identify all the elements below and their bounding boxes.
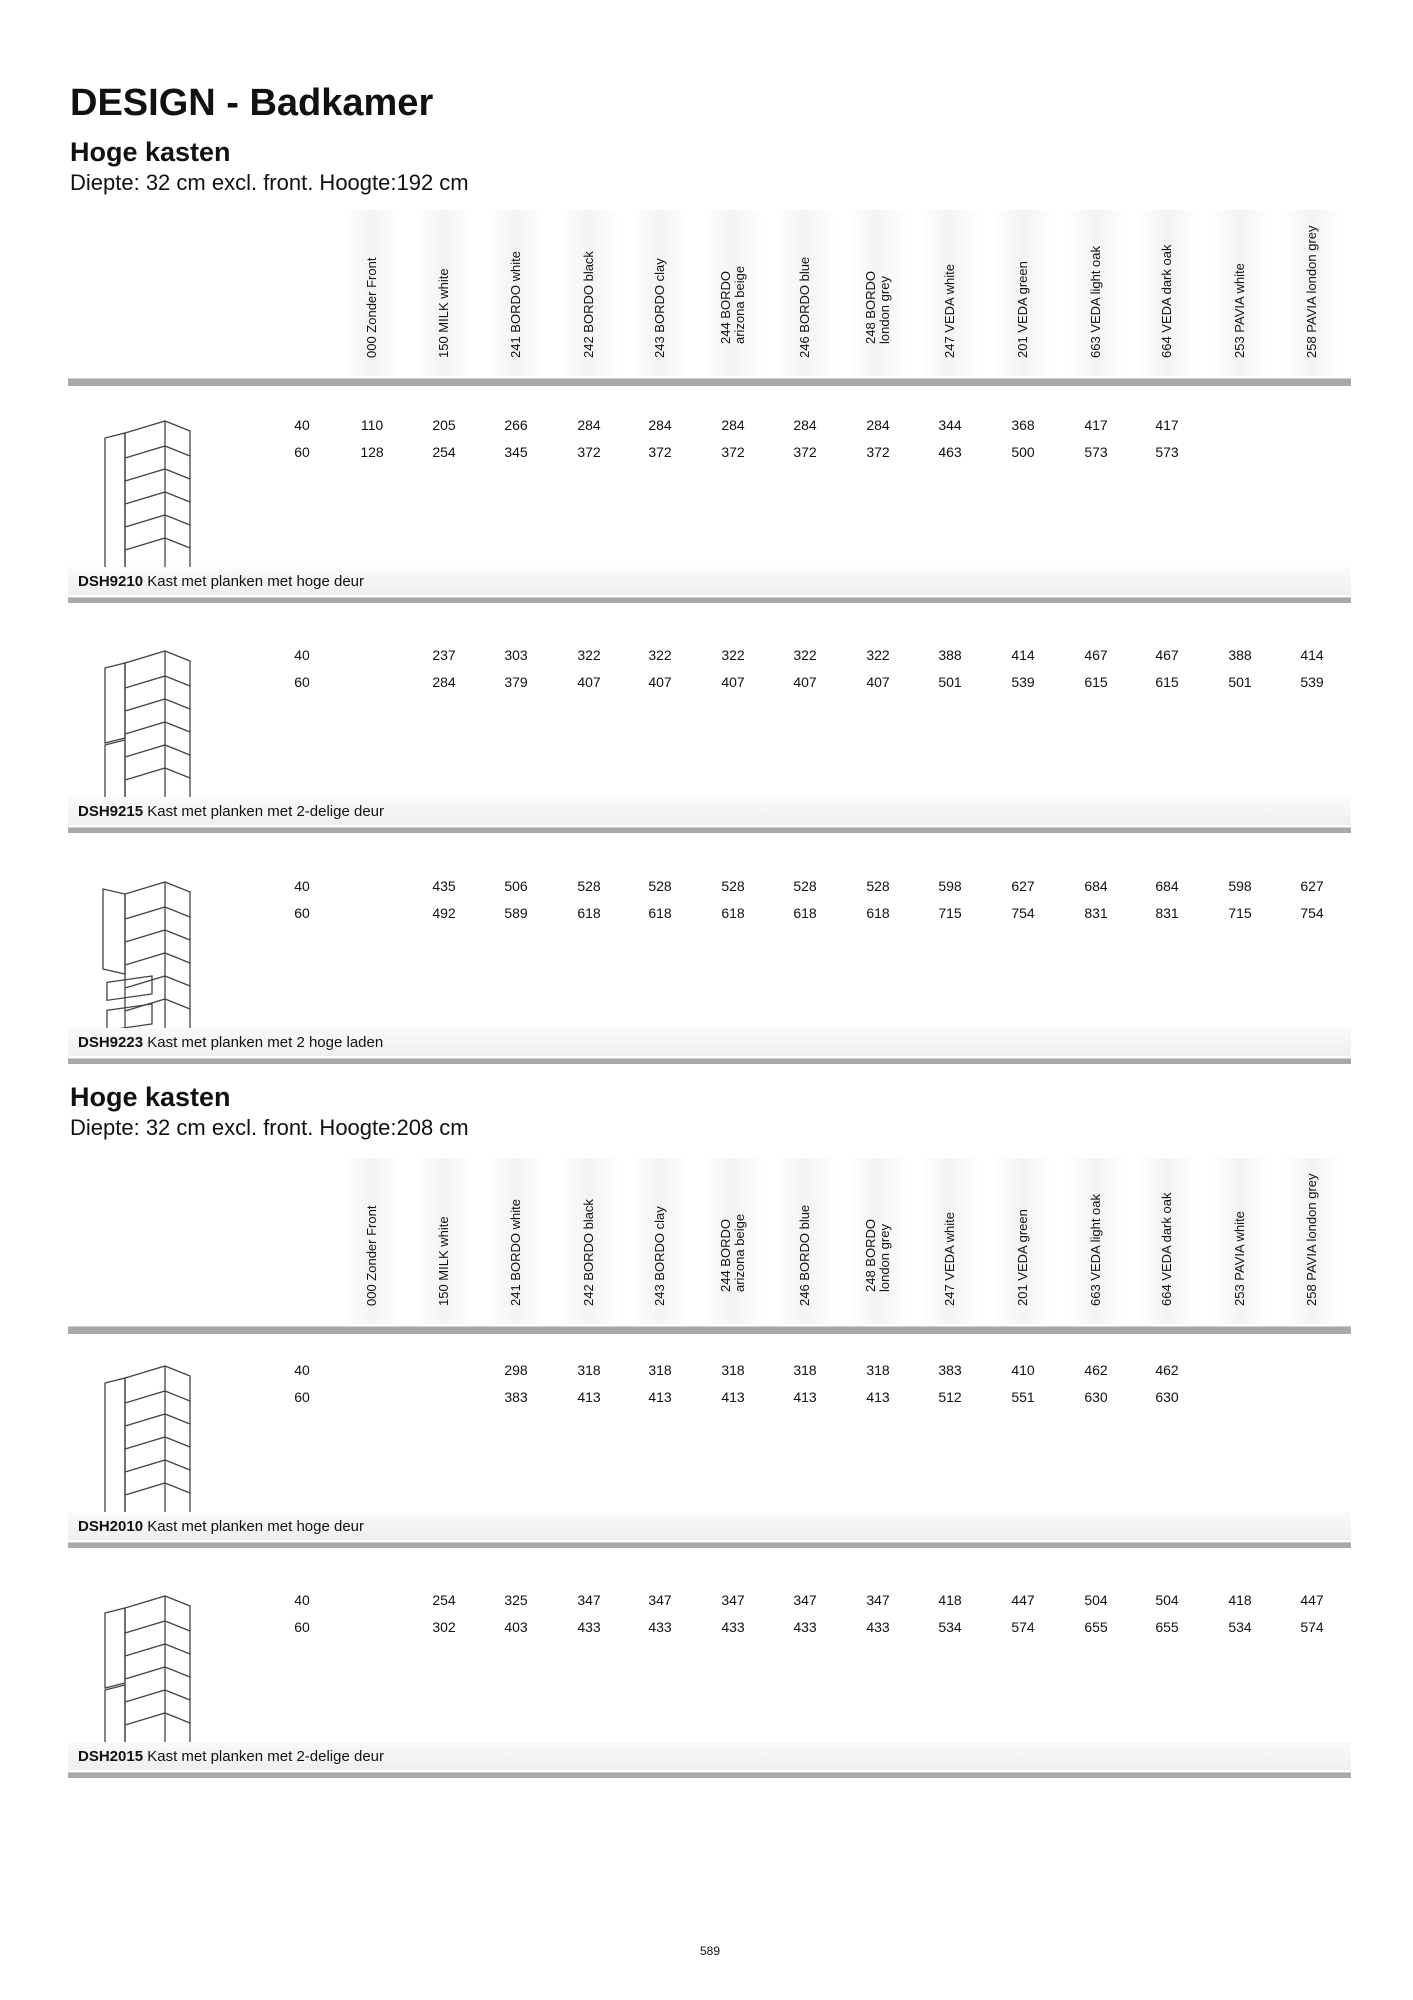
column-header bbox=[1282, 210, 1342, 376]
price-cell: 598 bbox=[938, 878, 962, 894]
column-header bbox=[920, 210, 980, 376]
column-header bbox=[630, 210, 690, 376]
price-cell: 284 bbox=[432, 674, 456, 690]
column-header-label: 000 Zonder Front bbox=[364, 1205, 379, 1306]
price-cell: 372 bbox=[721, 444, 745, 460]
price-cell: 347 bbox=[577, 1592, 601, 1608]
size-label: 40 bbox=[294, 1362, 310, 1378]
price-cell: 325 bbox=[504, 1592, 528, 1608]
column-header bbox=[993, 1158, 1053, 1324]
price-cell: 347 bbox=[866, 1592, 890, 1608]
price-cell: 298 bbox=[504, 1362, 528, 1378]
price-cell: 715 bbox=[938, 905, 962, 921]
column-header-label: 244 BORDO arizona beige bbox=[718, 1213, 747, 1292]
price-cell: 504 bbox=[1084, 1592, 1108, 1608]
price-cell: 413 bbox=[577, 1389, 601, 1405]
section-title: Hoge kasten bbox=[70, 1082, 231, 1112]
column-header-label: 241 BORDO white bbox=[508, 1199, 523, 1306]
price-cell: 347 bbox=[721, 1592, 745, 1608]
price-cell: 266 bbox=[504, 417, 528, 433]
product-code: DSH9223 bbox=[78, 1034, 144, 1051]
product-code: DSH2015 bbox=[78, 1748, 144, 1765]
price-cell: 407 bbox=[721, 674, 745, 690]
price-cell: 347 bbox=[793, 1592, 817, 1608]
price-cell: 110 bbox=[360, 417, 384, 433]
size-label: 60 bbox=[294, 1389, 310, 1405]
price-cell: 284 bbox=[721, 417, 745, 433]
price-cell: 302 bbox=[432, 1619, 456, 1635]
size-label: 60 bbox=[294, 1619, 310, 1635]
price-cell: 598 bbox=[1228, 878, 1252, 894]
product-divider bbox=[68, 597, 1351, 603]
price-cell: 413 bbox=[721, 1389, 745, 1405]
price-cell: 417 bbox=[1155, 417, 1179, 433]
column-header-label: 246 BORDO blue bbox=[797, 1204, 812, 1306]
price-cell: 528 bbox=[577, 878, 601, 894]
column-header bbox=[993, 210, 1053, 376]
price-cell: 627 bbox=[1300, 878, 1324, 894]
price-cell: 506 bbox=[504, 878, 528, 894]
price-cell: 534 bbox=[1228, 1619, 1252, 1635]
column-header-label: 664 VEDA dark oak bbox=[1159, 244, 1174, 358]
price-cell: 504 bbox=[1155, 1592, 1179, 1608]
price-cell: 407 bbox=[866, 674, 890, 690]
price-cell: 615 bbox=[1084, 674, 1108, 690]
price-cell: 413 bbox=[793, 1389, 817, 1405]
price-cell: 433 bbox=[648, 1619, 672, 1635]
column-header-label: 253 PAVIA white bbox=[1232, 263, 1247, 358]
price-cell: 492 bbox=[432, 905, 456, 921]
price-cell: 573 bbox=[1155, 444, 1179, 460]
column-header bbox=[1210, 1158, 1270, 1324]
product-code: DSH2010 bbox=[78, 1518, 144, 1535]
price-cell: 284 bbox=[648, 417, 672, 433]
product-name: Kast met planken met hoge deur bbox=[147, 1518, 365, 1535]
price-cell: 413 bbox=[866, 1389, 890, 1405]
price-cell: 237 bbox=[432, 647, 456, 663]
column-header bbox=[703, 210, 763, 376]
column-header-label: 201 VEDA green bbox=[1015, 1209, 1030, 1306]
page-title: DESIGN - Badkamer bbox=[70, 82, 434, 124]
size-label: 60 bbox=[294, 444, 310, 460]
header-divider bbox=[68, 378, 1351, 386]
product-divider bbox=[68, 1772, 1351, 1778]
product-label-bar bbox=[68, 1742, 1351, 1770]
price-cell: 462 bbox=[1084, 1362, 1108, 1378]
price-cell: 528 bbox=[648, 878, 672, 894]
column-header-label: 243 BORDO clay bbox=[652, 1206, 667, 1306]
column-header bbox=[559, 1158, 619, 1324]
price-cell: 615 bbox=[1155, 674, 1179, 690]
column-header-label: 246 BORDO blue bbox=[797, 256, 812, 358]
price-cell: 512 bbox=[938, 1389, 962, 1405]
product-divider bbox=[68, 1542, 1351, 1548]
price-cell: 318 bbox=[866, 1362, 890, 1378]
price-cell: 501 bbox=[1228, 674, 1252, 690]
product-divider bbox=[68, 1058, 1351, 1064]
column-header-label: 150 MILK white bbox=[436, 1216, 451, 1306]
size-label: 60 bbox=[294, 674, 310, 690]
price-cell: 379 bbox=[504, 674, 528, 690]
price-cell: 618 bbox=[793, 905, 817, 921]
price-cell: 284 bbox=[577, 417, 601, 433]
column-header bbox=[920, 1158, 980, 1324]
price-cell: 388 bbox=[938, 647, 962, 663]
tall-cabinet-two-part-door-icon bbox=[95, 1588, 205, 1763]
column-header-label: 244 BORDO arizona beige bbox=[718, 265, 747, 344]
price-cell: 630 bbox=[1084, 1389, 1108, 1405]
column-header-label: 241 BORDO white bbox=[508, 251, 523, 358]
column-header-label: 247 VEDA white bbox=[942, 264, 957, 358]
price-cell: 433 bbox=[793, 1619, 817, 1635]
column-header bbox=[775, 210, 835, 376]
price-cell: 655 bbox=[1155, 1619, 1179, 1635]
price-cell: 501 bbox=[938, 674, 962, 690]
price-cell: 372 bbox=[577, 444, 601, 460]
tall-cabinet-two-part-door-icon bbox=[95, 643, 205, 818]
column-header bbox=[775, 1158, 835, 1324]
size-label: 40 bbox=[294, 647, 310, 663]
product-name: Kast met planken met hoge deur bbox=[147, 573, 365, 590]
header-divider bbox=[68, 1326, 1351, 1334]
price-cell: 418 bbox=[1228, 1592, 1252, 1608]
price-cell: 372 bbox=[793, 444, 817, 460]
section-subtitle: Diepte: 32 cm excl. front. Hoogte:208 cm bbox=[70, 1115, 469, 1140]
price-cell: 418 bbox=[938, 1592, 962, 1608]
column-header-label: 201 VEDA green bbox=[1015, 261, 1030, 358]
column-header bbox=[1137, 210, 1197, 376]
price-cell: 372 bbox=[648, 444, 672, 460]
price-cell: 383 bbox=[938, 1362, 962, 1378]
price-cell: 322 bbox=[648, 647, 672, 663]
price-cell: 284 bbox=[866, 417, 890, 433]
column-header bbox=[559, 210, 619, 376]
column-header bbox=[486, 210, 546, 376]
price-cell: 322 bbox=[866, 647, 890, 663]
price-cell: 528 bbox=[793, 878, 817, 894]
size-label: 40 bbox=[294, 878, 310, 894]
column-header bbox=[630, 1158, 690, 1324]
size-label: 40 bbox=[294, 417, 310, 433]
price-cell: 433 bbox=[721, 1619, 745, 1635]
price-cell: 254 bbox=[432, 444, 456, 460]
price-cell: 534 bbox=[938, 1619, 962, 1635]
column-header-label: 248 BORDO london grey bbox=[863, 1219, 892, 1292]
column-header-label: 663 VEDA light oak bbox=[1088, 1193, 1103, 1306]
price-cell: 372 bbox=[866, 444, 890, 460]
price-cell: 754 bbox=[1011, 905, 1035, 921]
price-cell: 205 bbox=[432, 417, 456, 433]
price-cell: 345 bbox=[504, 444, 528, 460]
column-header-label: 000 Zonder Front bbox=[364, 257, 379, 358]
price-cell: 551 bbox=[1011, 1389, 1035, 1405]
product-name: Kast met planken met 2-delige deur bbox=[147, 1748, 385, 1765]
price-cell: 574 bbox=[1300, 1619, 1324, 1635]
price-cell: 618 bbox=[577, 905, 601, 921]
column-header bbox=[1137, 1158, 1197, 1324]
price-cell: 318 bbox=[577, 1362, 601, 1378]
price-cell: 435 bbox=[432, 878, 456, 894]
column-header-label: 258 PAVIA london grey bbox=[1304, 225, 1319, 358]
price-cell: 368 bbox=[1011, 417, 1035, 433]
product-label-bar bbox=[68, 1512, 1351, 1540]
price-cell: 322 bbox=[793, 647, 817, 663]
price-cell: 715 bbox=[1228, 905, 1252, 921]
price-cell: 347 bbox=[648, 1592, 672, 1608]
price-cell: 655 bbox=[1084, 1619, 1108, 1635]
column-header bbox=[1282, 1158, 1342, 1324]
column-header-label: 253 PAVIA white bbox=[1232, 1211, 1247, 1306]
product-label-bar bbox=[68, 797, 1351, 825]
price-cell: 407 bbox=[648, 674, 672, 690]
price-cell: 684 bbox=[1155, 878, 1179, 894]
price-cell: 322 bbox=[721, 647, 745, 663]
column-header-label: 248 BORDO london grey bbox=[863, 271, 892, 344]
tall-cabinet-single-door-icon bbox=[95, 1358, 205, 1533]
column-header bbox=[342, 1158, 402, 1324]
price-cell: 303 bbox=[504, 647, 528, 663]
product-divider bbox=[68, 827, 1351, 833]
column-header bbox=[703, 1158, 763, 1324]
page-number: 589 bbox=[699, 1944, 721, 1958]
price-cell: 388 bbox=[1228, 647, 1252, 663]
price-cell: 433 bbox=[866, 1619, 890, 1635]
tall-cabinet-single-door-icon bbox=[95, 413, 205, 588]
price-cell: 831 bbox=[1084, 905, 1108, 921]
price-cell: 618 bbox=[721, 905, 745, 921]
tall-cabinet-drawers-icon bbox=[95, 874, 205, 1049]
price-cell: 754 bbox=[1300, 905, 1324, 921]
section-subtitle: Diepte: 32 cm excl. front. Hoogte:192 cm bbox=[70, 170, 469, 195]
column-header-label: 258 PAVIA london grey bbox=[1304, 1173, 1319, 1306]
price-cell: 528 bbox=[721, 878, 745, 894]
product-label-bar bbox=[68, 1028, 1351, 1056]
price-cell: 318 bbox=[793, 1362, 817, 1378]
column-header-label: 664 VEDA dark oak bbox=[1159, 1192, 1174, 1306]
price-cell: 539 bbox=[1011, 674, 1035, 690]
price-cell: 447 bbox=[1300, 1592, 1324, 1608]
price-cell: 410 bbox=[1011, 1362, 1035, 1378]
column-header-label: 243 BORDO clay bbox=[652, 258, 667, 358]
column-header-label: 242 BORDO black bbox=[581, 251, 596, 358]
price-cell: 344 bbox=[938, 417, 962, 433]
price-cell: 630 bbox=[1155, 1389, 1179, 1405]
column-header bbox=[848, 210, 908, 376]
price-cell: 407 bbox=[577, 674, 601, 690]
price-cell: 463 bbox=[938, 444, 962, 460]
price-cell: 627 bbox=[1011, 878, 1035, 894]
price-cell: 539 bbox=[1300, 674, 1324, 690]
price-cell: 383 bbox=[504, 1389, 528, 1405]
price-cell: 684 bbox=[1084, 878, 1108, 894]
price-cell: 467 bbox=[1084, 647, 1108, 663]
price-cell: 618 bbox=[648, 905, 672, 921]
price-cell: 573 bbox=[1084, 444, 1108, 460]
product-code: DSH9215 bbox=[78, 803, 144, 820]
column-header-label: 247 VEDA white bbox=[942, 1212, 957, 1306]
price-cell: 414 bbox=[1011, 647, 1035, 663]
product-code: DSH9210 bbox=[78, 573, 144, 590]
price-cell: 574 bbox=[1011, 1619, 1035, 1635]
column-header-label: 242 BORDO black bbox=[581, 1199, 596, 1306]
column-header bbox=[1210, 210, 1270, 376]
price-cell: 413 bbox=[648, 1389, 672, 1405]
column-header-label: 663 VEDA light oak bbox=[1088, 245, 1103, 358]
price-cell: 254 bbox=[432, 1592, 456, 1608]
column-header bbox=[486, 1158, 546, 1324]
price-cell: 589 bbox=[504, 905, 528, 921]
price-cell: 462 bbox=[1155, 1362, 1179, 1378]
size-label: 60 bbox=[294, 905, 310, 921]
price-cell: 403 bbox=[504, 1619, 528, 1635]
price-cell: 318 bbox=[648, 1362, 672, 1378]
column-header bbox=[848, 1158, 908, 1324]
price-cell: 407 bbox=[793, 674, 817, 690]
price-cell: 318 bbox=[721, 1362, 745, 1378]
product-label-bar bbox=[68, 567, 1351, 595]
size-label: 40 bbox=[294, 1592, 310, 1608]
price-cell: 284 bbox=[793, 417, 817, 433]
price-cell: 417 bbox=[1084, 417, 1108, 433]
price-cell: 528 bbox=[866, 878, 890, 894]
column-header bbox=[1066, 1158, 1126, 1324]
price-cell: 831 bbox=[1155, 905, 1179, 921]
price-cell: 414 bbox=[1300, 647, 1324, 663]
price-cell: 500 bbox=[1011, 444, 1035, 460]
price-cell: 322 bbox=[577, 647, 601, 663]
column-header-label: 150 MILK white bbox=[436, 268, 451, 358]
price-cell: 467 bbox=[1155, 647, 1179, 663]
price-cell: 128 bbox=[360, 444, 384, 460]
column-header bbox=[1066, 210, 1126, 376]
price-cell: 433 bbox=[577, 1619, 601, 1635]
product-name: Kast met planken met 2 hoge laden bbox=[147, 1034, 384, 1051]
section-title: Hoge kasten bbox=[70, 137, 231, 167]
price-cell: 447 bbox=[1011, 1592, 1035, 1608]
column-header bbox=[414, 1158, 474, 1324]
column-header bbox=[342, 210, 402, 376]
column-header bbox=[414, 210, 474, 376]
product-name: Kast met planken met 2-delige deur bbox=[147, 803, 385, 820]
price-cell: 618 bbox=[866, 905, 890, 921]
